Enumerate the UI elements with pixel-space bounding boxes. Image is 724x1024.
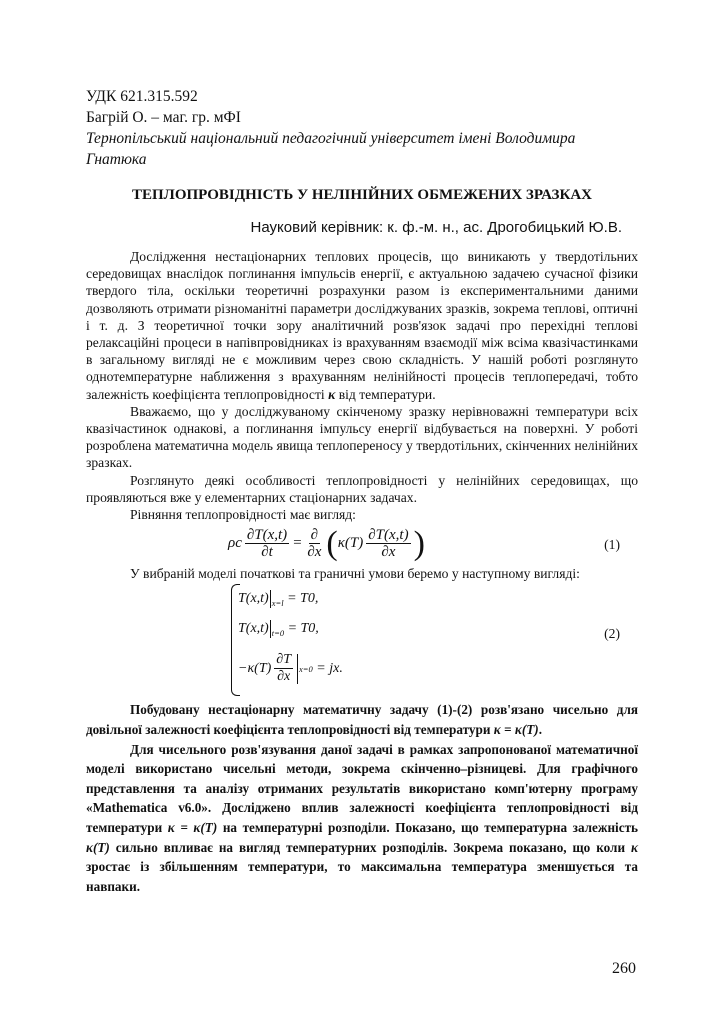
equation-2-number: (2) [604,626,620,642]
paper-page [86,86,638,896]
paragraph-assumption: Вважаємо, що у досліджуваному скінченому зразку нерівноважні температури всіх квазічастинок однакові, а поглинання імпульсу енергії відбувається на поверхні. У роботі розроблена математична модель явища теплопереносу у твердотільних, скінченних нелінійних зразках. [86,403,638,471]
eq1-inner-num: ∂T(x,t) [368,527,409,544]
paragraph-boundary-intro: У вибраній моделі початкові та граничні умови беремо у наступному вигляді: [130,566,580,582]
initial-condition: T(x,t) $_{t=0}$ = T0, [238,621,319,639]
eq1-op-den: ∂x [307,544,322,561]
boundary-condition-flux: −κ(T) $\frac{\partial T}{\partial x}$ x=0 = jx. [238,652,343,685]
advisor-line: Науковий керівник: к. ф.-м. н., ас. Дрогобицький Ю.В. [250,219,622,236]
affiliation: Тернопільський національний педагогічний університет імені Володимира Гнатюка [86,130,576,168]
paragraph-features: Розглянуто деякі особливості теплопровідності у нелінійних середовищах, що проявляються вже у елементарних стаціонарних задачах. [86,472,638,505]
boundary-condition-1: T(x,t) $_{x=l}$ = T0, [238,591,319,609]
eq1-inner-den: ∂x [381,544,396,561]
author-line: Багрій О. – маг. гр. мФІ [86,109,241,126]
eq1-lhs: ρc [228,535,242,552]
eq1-kappa: κ(T) [337,535,364,552]
eq1-equals: = [292,535,303,552]
equation-1: ρc $\frac{\partial T(x,t)}{\partial t}$ = $\frac{\partial}{\partial x}$ ( κ(T) $\frac{\partial T(x,t)}{\partial x}$ ) (1) [228,524,620,562]
udk-code: УДК 621.315.592 [86,88,198,105]
eq1-op-num: ∂ [310,527,319,544]
equation-1-number: (1) [604,537,620,553]
paragraph-intro: Дослідження нестаціонарних теплових процесів, що виникають у твердотільних середовищах внаслідок поглинання імпульсів енергії, є актуальною задачею сучасної фізики твердого тіла, оскільки теоретичні розрахунки разом із експериментальними даними дозволяють отримати різноманітні параметри досліджуваних зразків, зокрема теплові, оптичні і т. д. З теоретичної точки зору аналітичний розв'язок задачі про перехідні теплові релаксаційні процеси в напівпровідниках із врахуванням взаємодії між всіма квазічастинками в загальному вигляді не є можливим через свою складність. У нашій роботі розглянуто однотемпературне наближення з врахуванням нелінійності процесів теплопередачі, тобто залежність коефіцієнта теплопровідності κ від температури. [86,249,638,402]
page-number: 260 [612,960,636,977]
paragraph-solution: Побудовану нестаціонарну математичну задачу (1)-(2) розв'язано чисельно для довільної залежності коефіцієнта теплопровідності від температури κ = κ(T). [86,702,638,738]
paragraph-equation-intro: Рівняння теплопровідності має вигляд: [130,507,356,523]
equation-2-system [86,582,638,700]
paper-title: ТЕПЛОПРОВІДНІСТЬ У НЕЛІНІЙНИХ ОБМЕЖЕНИХ ЗРАЗКАХ [131,187,593,203]
paragraph-methods: Для чисельного розв'язування даної задачі в рамках запропонованої математичної моделі використано чисельні методи, зокрема скінченно–різницеві. Для графічного представлення та аналізу отриманих результатів використано комп'ютерну програму «Mathematica v6.0». Досліджено вплив залежності коефіцієнта теплопровідності від температури κ = κ(T) на температурні розподіли. Показано, що температурна залежність κ(T) сильно впливає на вигляд температурних розподілів. Зокрема показано, що коли κ зростає із збільшенням температури, то максимальна температура зменшується та навпаки. [86,741,639,894]
eq1-den: ∂t [261,544,273,561]
eq1-num: ∂T(x,t) [246,527,288,544]
